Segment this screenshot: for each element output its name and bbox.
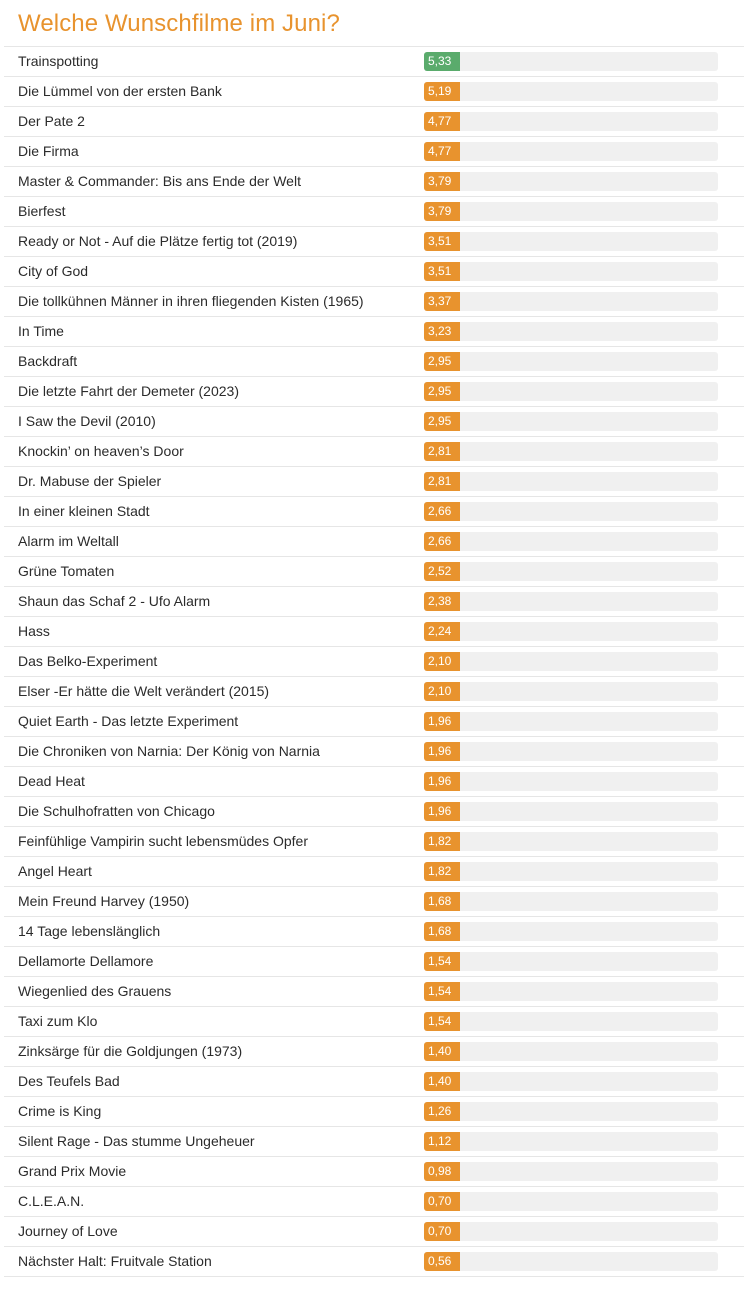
bar-track xyxy=(424,742,718,761)
bar-track xyxy=(424,292,718,311)
film-title: Grüne Tomaten xyxy=(18,563,115,579)
film-title: Elser -Er hätte die Welt verändert (2015) xyxy=(18,683,270,699)
bar-track xyxy=(424,262,718,281)
film-title: In einer kleinen Stadt xyxy=(18,503,150,519)
result-row xyxy=(4,1217,744,1247)
vote-value: 2,52 xyxy=(428,564,452,578)
result-row xyxy=(4,617,744,647)
vote-value: 1,68 xyxy=(428,894,452,908)
result-row xyxy=(4,797,744,827)
bar-track xyxy=(424,652,718,671)
film-title: Silent Rage - Das stumme Ungeheuer xyxy=(18,1133,255,1149)
bar-track xyxy=(424,892,718,911)
film-title: Hass xyxy=(18,623,50,639)
film-title: Shaun das Schaf 2 - Ufo Alarm xyxy=(18,593,211,609)
poll-results-list xyxy=(4,46,744,1277)
film-title: Ready or Not - Auf die Plätze fertig tot (2019) xyxy=(18,233,298,249)
film-title: Dellamorte Dellamore xyxy=(18,953,154,969)
vote-value: 3,51 xyxy=(428,234,452,248)
vote-value: 2,95 xyxy=(428,354,452,368)
bar-track xyxy=(424,112,718,131)
film-title: Die Firma xyxy=(18,143,79,159)
bar-track xyxy=(424,712,718,731)
bar-track xyxy=(424,1072,718,1091)
film-title: 14 Tage lebenslänglich xyxy=(18,923,161,939)
result-row xyxy=(4,497,744,527)
film-title: Backdraft xyxy=(18,353,78,369)
result-row xyxy=(4,47,744,77)
vote-value: 2,81 xyxy=(428,444,452,458)
result-row xyxy=(4,947,744,977)
vote-value: 0,98 xyxy=(428,1164,452,1178)
vote-value: 2,10 xyxy=(428,654,452,668)
vote-value: 1,12 xyxy=(428,1134,452,1148)
vote-value: 5,33 xyxy=(428,54,452,68)
bar-track xyxy=(424,142,718,161)
vote-value: 2,66 xyxy=(428,504,452,518)
bar-track xyxy=(424,802,718,821)
vote-value: 4,77 xyxy=(428,144,452,158)
bar-track xyxy=(424,592,718,611)
film-title: City of God xyxy=(18,263,89,279)
bar-track xyxy=(424,532,718,551)
film-title: In Time xyxy=(18,323,64,339)
film-title: Knockin’ on heaven’s Door xyxy=(18,443,184,459)
result-row xyxy=(4,707,744,737)
film-title: Taxi zum Klo xyxy=(18,1013,98,1029)
vote-value: 2,95 xyxy=(428,414,452,428)
film-title: Angel Heart xyxy=(18,863,92,879)
bar-track xyxy=(424,172,718,191)
result-row xyxy=(4,857,744,887)
vote-value: 0,70 xyxy=(428,1194,452,1208)
bar-track xyxy=(424,1222,718,1241)
bar-track xyxy=(424,442,718,461)
film-title: I Saw the Devil (2010) xyxy=(18,413,156,429)
result-row xyxy=(4,1097,744,1127)
film-title: Die Lümmel von der ersten Bank xyxy=(18,83,222,99)
film-title: Das Belko-Experiment xyxy=(18,653,158,669)
result-row xyxy=(4,677,744,707)
vote-value: 1,68 xyxy=(428,924,452,938)
vote-value: 1,96 xyxy=(428,714,452,728)
result-row xyxy=(4,1007,744,1037)
vote-value: 1,96 xyxy=(428,804,452,818)
vote-value: 1,40 xyxy=(428,1044,452,1058)
film-title: Die tollkühnen Männer in ihren fliegenden Kisten (1965) xyxy=(18,293,364,309)
bar-track xyxy=(424,862,718,881)
bar-track xyxy=(424,682,718,701)
result-row xyxy=(4,1037,744,1067)
film-title: Trainspotting xyxy=(18,53,99,69)
vote-value: 3,51 xyxy=(428,264,452,278)
bar-track xyxy=(424,322,718,341)
film-title: Die Schulhofratten von Chicago xyxy=(18,803,215,819)
film-title: C.L.E.A.N. xyxy=(18,1193,85,1209)
film-title: Wiegenlied des Grauens xyxy=(18,983,172,999)
film-title: Dr. Mabuse der Spieler xyxy=(18,473,162,489)
film-title: Dead Heat xyxy=(18,773,85,789)
film-title: Master & Commander: Bis ans Ende der Welt xyxy=(18,173,301,189)
bar-track xyxy=(424,352,718,371)
vote-value: 1,40 xyxy=(428,1074,452,1088)
vote-value: 1,82 xyxy=(428,864,452,878)
vote-value: 2,38 xyxy=(428,594,452,608)
result-row xyxy=(4,287,744,317)
result-row xyxy=(4,1187,744,1217)
result-row xyxy=(4,1247,744,1277)
vote-value: 3,37 xyxy=(428,294,452,308)
vote-value: 0,70 xyxy=(428,1224,452,1238)
vote-value: 4,77 xyxy=(428,114,452,128)
result-row xyxy=(4,107,744,137)
result-row xyxy=(4,167,744,197)
result-row xyxy=(4,1157,744,1187)
bar-track xyxy=(424,1132,718,1151)
result-row xyxy=(4,917,744,947)
bar-track xyxy=(424,232,718,251)
vote-value: 1,96 xyxy=(428,774,452,788)
film-title: Grand Prix Movie xyxy=(18,1163,127,1179)
bar-track xyxy=(424,82,718,101)
vote-value: 5,19 xyxy=(428,84,452,98)
result-row xyxy=(4,347,744,377)
bar-track xyxy=(424,1012,718,1031)
bar-track xyxy=(424,502,718,521)
result-row xyxy=(4,977,744,1007)
result-row xyxy=(4,827,744,857)
vote-value: 2,66 xyxy=(428,534,452,548)
vote-value: 2,81 xyxy=(428,474,452,488)
film-title: Bierfest xyxy=(18,203,66,219)
vote-value: 1,54 xyxy=(428,1014,452,1028)
film-title: Des Teufels Bad xyxy=(18,1073,120,1089)
vote-value: 1,82 xyxy=(428,834,452,848)
vote-value: 0,56 xyxy=(428,1254,452,1268)
result-row xyxy=(4,647,744,677)
vote-value: 2,95 xyxy=(428,384,452,398)
result-row xyxy=(4,227,744,257)
bar-track xyxy=(424,412,718,431)
bar-track xyxy=(424,562,718,581)
bar-track xyxy=(424,1102,718,1121)
film-title: Journey of Love xyxy=(18,1223,118,1239)
result-row xyxy=(4,377,744,407)
bar-track xyxy=(424,622,718,641)
vote-value: 1,54 xyxy=(428,954,452,968)
result-row xyxy=(4,527,744,557)
result-row xyxy=(4,77,744,107)
result-row xyxy=(4,737,744,767)
film-title: Zinksärge für die Goldjungen (1973) xyxy=(18,1043,243,1059)
vote-value: 1,54 xyxy=(428,984,452,998)
vote-value: 3,23 xyxy=(428,324,452,338)
bar-track xyxy=(424,202,718,221)
bar-track xyxy=(424,772,718,791)
film-title: Die Chroniken von Narnia: Der König von Narnia xyxy=(18,743,320,759)
result-row xyxy=(4,587,744,617)
film-title: Alarm im Weltall xyxy=(18,533,119,549)
film-title: Feinfühlige Vampirin sucht lebensmüdes Opfer xyxy=(18,833,309,849)
vote-value: 1,26 xyxy=(428,1104,452,1118)
vote-value: 3,79 xyxy=(428,174,452,188)
film-title: Mein Freund Harvey (1950) xyxy=(18,893,190,909)
result-row xyxy=(4,1127,744,1157)
bar-track xyxy=(424,982,718,1001)
bar-track xyxy=(424,832,718,851)
bar-track xyxy=(424,1192,718,1211)
result-row xyxy=(4,257,744,287)
result-row xyxy=(4,437,744,467)
result-row xyxy=(4,1067,744,1097)
result-row xyxy=(4,317,744,347)
result-row xyxy=(4,767,744,797)
film-title: Nächster Halt: Fruitvale Station xyxy=(18,1253,212,1269)
result-row xyxy=(4,557,744,587)
result-row xyxy=(4,887,744,917)
vote-value: 2,10 xyxy=(428,684,452,698)
bar-track xyxy=(424,52,718,71)
bar-track xyxy=(424,382,718,401)
bar-track xyxy=(424,922,718,941)
result-row xyxy=(4,407,744,437)
bar-track xyxy=(424,1162,718,1181)
bar-track xyxy=(424,1252,718,1271)
vote-value: 3,79 xyxy=(428,204,452,218)
film-title: Quiet Earth - Das letzte Experiment xyxy=(18,713,239,729)
bar-track xyxy=(424,952,718,971)
vote-value: 2,24 xyxy=(428,624,452,638)
film-title: Der Pate 2 xyxy=(18,113,85,129)
bar-track xyxy=(424,472,718,491)
result-row xyxy=(4,197,744,227)
result-row xyxy=(4,467,744,497)
film-title: Die letzte Fahrt der Demeter (2023) xyxy=(18,383,239,399)
film-title: Crime is King xyxy=(18,1103,102,1119)
bar-track xyxy=(424,1042,718,1061)
result-row xyxy=(4,137,744,167)
vote-value: 1,96 xyxy=(428,744,452,758)
page-title: Welche Wunschfilme im Juni? xyxy=(18,10,340,37)
